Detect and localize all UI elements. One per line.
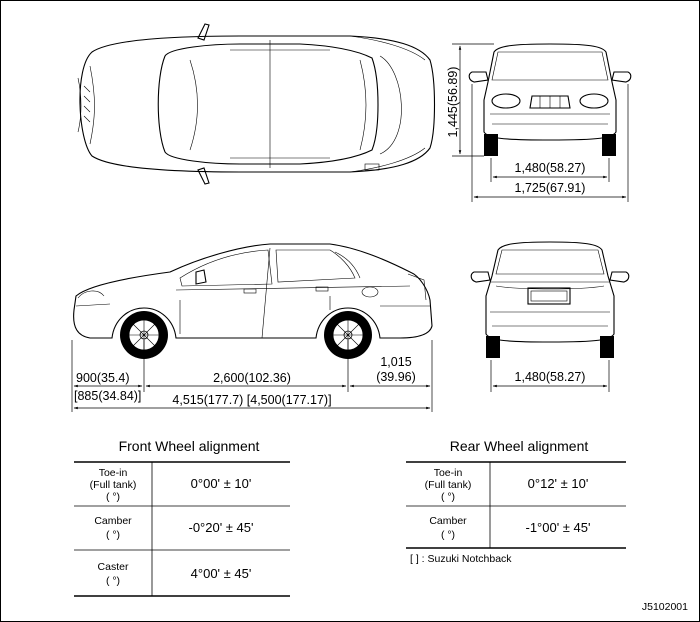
- svg-text:Camber: Camber: [94, 515, 132, 527]
- figure-code: J5102001: [641, 601, 688, 613]
- front-row-caster: [98, 561, 252, 587]
- overall-width-label: 1,725(67.91): [514, 181, 586, 195]
- front-track-label: 1,480(58.27): [514, 161, 586, 175]
- svg-text:Caster: Caster: [97, 561, 129, 573]
- svg-text:Camber: Camber: [429, 515, 467, 527]
- svg-text:4°00' ± 45': 4°00' ± 45': [190, 566, 252, 581]
- svg-text:-0°20' ± 45': -0°20' ± 45': [188, 520, 254, 535]
- car-side-view: [74, 244, 432, 359]
- front-row-camber: [94, 515, 253, 541]
- svg-text:0°12' ± 10': 0°12' ± 10': [527, 476, 589, 491]
- svg-text:(Full tank): (Full tank): [89, 479, 137, 491]
- front-overhang-label: 900(35.4): [76, 371, 130, 385]
- mirror-left-front: [469, 72, 488, 82]
- svg-text:Toe-in: Toe-in: [433, 467, 463, 479]
- rear-overhang-inch-label: (39.96): [376, 370, 416, 384]
- front-overhang-alt-label: [885(34.84)]: [74, 389, 142, 403]
- rear-row-camber: [429, 515, 590, 541]
- notchback-note: [ ] : Suzuki Notchback: [410, 553, 512, 565]
- mirror-right-top: [198, 168, 209, 184]
- height-label: 1,445(56.89): [446, 66, 460, 138]
- rear-alignment-title: Rear Wheel alignment: [449, 438, 589, 454]
- mirror-right-rear: [610, 272, 629, 282]
- mirror-right-front: [612, 72, 631, 82]
- car-front-view: [469, 44, 631, 156]
- svg-text:( °): ( °): [440, 491, 456, 503]
- overall-length-label: 4,515(177.7) [4,500(177.17)]: [172, 393, 332, 407]
- rear-row-toe-in: [425, 467, 589, 503]
- front-alignment-title: Front Wheel alignment: [118, 438, 260, 454]
- rear-overhang-label: 1,015: [380, 355, 412, 369]
- car-top-view: [78, 24, 435, 184]
- svg-text:( °): ( °): [105, 529, 121, 541]
- mirror-left-rear: [471, 272, 490, 282]
- wheelbase-label: 2,600(102.36): [213, 371, 291, 385]
- svg-text:-1°00' ± 45': -1°00' ± 45': [525, 520, 591, 535]
- front-row-toe-in: [90, 467, 252, 503]
- car-rear-view: [471, 242, 629, 358]
- svg-text:( °): ( °): [105, 575, 121, 587]
- rear-track-label: 1,480(58.27): [514, 370, 586, 384]
- mirror-side: [196, 270, 206, 284]
- mirror-left-top: [198, 24, 209, 40]
- svg-text:0°00' ± 10': 0°00' ± 10': [190, 476, 252, 491]
- svg-text:Toe-in: Toe-in: [98, 467, 128, 479]
- svg-text:( °): ( °): [105, 491, 121, 503]
- svg-text:(Full tank): (Full tank): [424, 479, 472, 491]
- svg-text:( °): ( °): [440, 529, 456, 541]
